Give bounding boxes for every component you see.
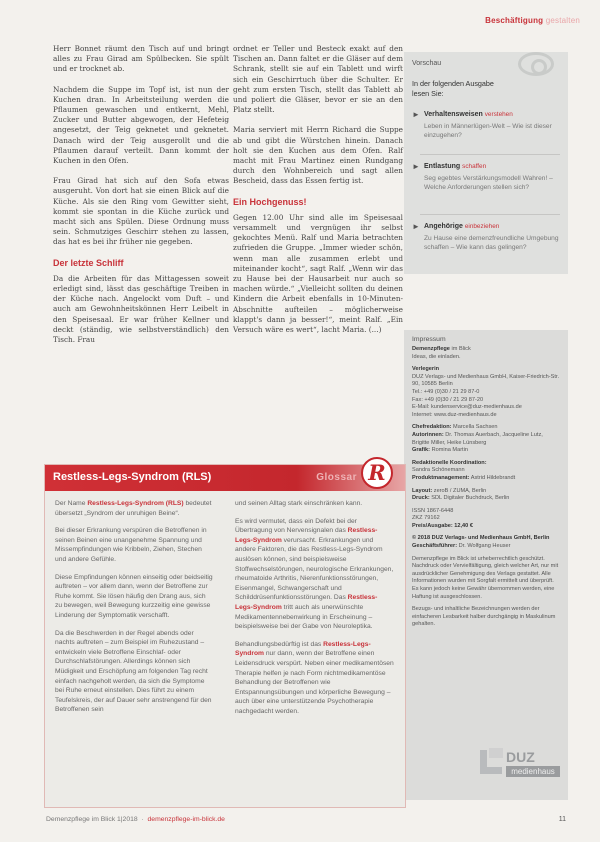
preview-item-desc: Seg egebtes Verstärkungsmodell Wahren! – Welche Anforderungen stellen sich? bbox=[424, 175, 553, 191]
article-paragraph: Gegen 12.00 Uhr sind alle im Speisesaal versammelt und vergnügen ihr selbst gekochtes Menü. Ralf und Maria betrachten zufrieden die Gruppe. „Immer wieder schön, wenn man alle zusammen erlebt und miteinander kocht“, sagt Ralf. „Wenn wir das zu Hause bei der Hausarbeit nur auch so machen würde.“ „Vielleicht sollten du deinen Kindern die Arbeit ebenfalls in 10-Minuten-Abschnitte aufteilen – möglicherweise klappt's dann ja besser!“, meint Ralf. „Ein Versuch wäre es wert“, lacht Maria. (...) bbox=[233, 212, 403, 335]
text-run: verursacht. Erkrankungen und andere Faktoren, die das Restless-Legs-Syndrom auslösen können, sind beispielsweise Stoffwechselstörungen, neurologische Erkrankungen, rheumatoide Arthritis, Nierenfunktionsstörungen, Eisenmangel, Schwangerschaft und Schilddrüsenfunktionsstörungen. Das bbox=[235, 536, 394, 602]
imprint-value: Dr. Thomas Auerbach, Jacqueline Lutz, Brigitte Miller, Heike Lünsberg bbox=[412, 431, 543, 446]
highlighted-term: Restless-Legs-Syndrom bbox=[235, 527, 378, 544]
imprint-value: Sandra Schönemann bbox=[412, 467, 465, 474]
article-paragraph: Maria serviert mit Herrn Richard die Suppe ab und gibt die Würstchen hinein. Danach holt sie den Kuchen aus dem Ofen. Ralf macht mit Frau Martinez einen Rundgang durch den Wohnbereich und sagt allen Bescheid, dass das Essen fertig ist. bbox=[233, 125, 403, 186]
section-tag-light: gestalten bbox=[545, 16, 580, 25]
glossary-paragraph: Bei dieser Erkrankung verspüren die Betroffenen in seinen Beinen eine unangenehme Spannung und Missempfindungen wie Kribbeln, Ziehen, Stechen und andere Gefühle. bbox=[55, 527, 207, 563]
imprint-coordination bbox=[412, 460, 560, 483]
imprint-journal-rest: im Blick bbox=[451, 346, 471, 352]
imprint-email: E-Mail: kundenservice@duz-medienhaus.de bbox=[412, 404, 522, 411]
preview-item bbox=[412, 110, 562, 140]
logo-mark-icon bbox=[480, 750, 502, 774]
arrow-bullet-icon: ► bbox=[412, 222, 420, 231]
glossary-header bbox=[45, 460, 405, 491]
imprint-copyright-text: © 2018 DUZ Verlags- und Medienhaus GmbH, Berlin bbox=[412, 535, 550, 542]
imprint-label: Druck: bbox=[412, 495, 430, 502]
glossary-paragraph bbox=[235, 640, 395, 717]
highlighted-term: Restless-Legs-Syndrom bbox=[235, 594, 378, 611]
imprint-value: zeroB / ZUMA, Berlin bbox=[433, 487, 487, 494]
footer-url[interactable]: demenzpflege-im-blick.de bbox=[147, 816, 225, 823]
glossary-paragraph: und seinen Alltag stark einschränken kann. bbox=[235, 500, 363, 507]
page-footer: Demenzpflege im Blick 1|2018 · demenzpflege-im-blick.de bbox=[46, 816, 225, 823]
imprint-value: Romina Martin bbox=[431, 447, 468, 454]
imprint-disclaimer: Bezugs- und inhaltliche Bezeichnungen werden der einfacheren Lesbarkeit halber durchgängig in Maskulinum gehalten. bbox=[412, 606, 556, 628]
preview-item-sub: verstehen bbox=[484, 111, 513, 118]
eye-icon bbox=[518, 52, 554, 76]
imprint-title: Impressum bbox=[412, 336, 446, 343]
glossary-title: Restless-Legs-Syndrom (RLS) bbox=[53, 471, 212, 483]
text-run: bedeutet übersetzt „Syndrom der unruhigen Beine“. bbox=[55, 500, 212, 517]
preview-box bbox=[404, 52, 568, 274]
divider bbox=[420, 154, 560, 155]
imprint-price: Preis/Ausgabe: 12,40 € bbox=[412, 522, 473, 529]
glossary-paragraph bbox=[235, 517, 395, 632]
preview-item-sub: einbeziehen bbox=[464, 223, 500, 230]
preview-item-desc: Zu Hause eine demenzfreundliche Umgebung schaffen – Wie kann das gelingen? bbox=[424, 235, 559, 251]
article-paragraph: Herr Bonnet räumt den Tisch auf und bringt alles zu Frau Girad am Spülbecken. Sie spült und er trocknet ab. bbox=[53, 44, 229, 74]
preview-item-head: Angehörige bbox=[424, 223, 463, 230]
text-run: Es wird vermutet, dass ein Defekt bei der Übertragung von Nervensignalen das bbox=[235, 517, 357, 535]
imprint-value: Dr. Wolfgang Heuser bbox=[458, 543, 511, 550]
glossary-box bbox=[44, 460, 406, 808]
article-column-1 bbox=[53, 44, 229, 355]
text-run: Behandlungsbedürftig ist das bbox=[235, 640, 324, 648]
divider bbox=[420, 214, 560, 215]
section-tag bbox=[485, 16, 580, 25]
text-run: tritt auch als unerwünschte Medikamentennebenwirkung in Erscheinung – beispielsweise bei der Gabe von Neuroleptika. bbox=[235, 603, 373, 631]
imprint-phone: Tel.: +49 (0)30 / 21 29 87-0 bbox=[412, 388, 480, 395]
imprint-team bbox=[412, 424, 560, 454]
page-number: 11 bbox=[558, 816, 566, 823]
preview-item-sub: schaffen bbox=[462, 163, 487, 170]
glossary-paragraph: Da die Beschwerden in der Regel abends oder nachts auftreten – zum Beispiel im Ruhezustand – entwickeln viele Betroffene Einschlaf- oder Durchschlafstörungen. Allerdings können sich Müdigkeit und Erschöpfung am folgenden Tag recht einfach nachgeholt werden, da sich die Symptome bei Ruhe erneut einstellen. Dies führt zu einem Teufelskreis, der auf Dauer sehr anstrengend für den Betroffenen sein bbox=[55, 629, 212, 714]
glossary-paragraph: Diese Empfindungen können einseitig oder beidseitig auftreten – vor allem dann, wenn der Betroffene zur Ruhe kommt. Sie lösen häufig den Drang aus, sich zu bewegen, weil Bewegung kurzzeitig eine gewisse Linderung der Symptomatik verschafft. bbox=[55, 573, 213, 619]
imprint-label: Verlegerin bbox=[412, 366, 440, 373]
highlighted-term: Restless-Legs-Syndrom bbox=[235, 640, 371, 658]
imprint-label: Grafik: bbox=[412, 447, 431, 454]
footer-journal: Demenzpflege im Blick 1|2018 bbox=[46, 816, 138, 823]
article-paragraph: Da die Arbeiten für das Mittagessen soweit erledigt sind, lässt das geschäftige Treiben in der Küche nach. Angelockt vom Duft – und auch am Gewohnheitskönnen Herr Leibelt in den Speisesaal. Er war früher Kellner und deckt (ständig, wie selbstverständlich) den Tisch. Frau bbox=[53, 273, 229, 345]
imprint-disclaimer: Demenzpflege im Blick ist urheberrechtlich geschützt. Nachdruck oder Vervielfältigung, gleich welcher Art, nur mit ausdrücklicher Genehmigung des Verlags gestattet. Alle Informationen wurden mit Sorgfalt ermittelt und überprüft. Es kann jedoch keine Gewähr übernommen werden, eine Haftung ist ausgeschlossen. bbox=[412, 555, 559, 600]
preview-item-head: Entlastung bbox=[424, 163, 461, 170]
logo-text-sub: medienhaus bbox=[506, 766, 560, 777]
preview-item-desc: Leben in Männerlügen-Welt – Wie ist dieser einzugehen? bbox=[424, 123, 552, 139]
article-column-2 bbox=[233, 44, 403, 345]
highlighted-term: Restless-Legs-Syndrom (RLS) bbox=[87, 500, 184, 507]
imprint-copyright bbox=[412, 535, 560, 550]
imprint-label: Produktmanagement: bbox=[412, 474, 470, 481]
article-paragraph: Frau Girad hat sich auf den Sofa etwas ausgeruht. Von dort hat sie einen Blick auf die Küche. Als sie den Ring vom Gewitter sieht, kommt sie spontan in die Küche zurück und macht sich ans Spülen. Diese Ordnung muss sein. Schmutziges Geschirr stehen zu lassen, das hat es bei ihr früher nie gegeben. bbox=[53, 176, 229, 247]
imprint-label: Chefredaktion: bbox=[412, 424, 452, 431]
glossary-paragraph bbox=[55, 499, 213, 518]
imprint-label: Layout: bbox=[412, 487, 433, 494]
imprint-website: Internet: www.duz-medienhaus.de bbox=[412, 411, 497, 418]
imprint-tagline: Ideas, die einladen. bbox=[412, 353, 461, 360]
glossary-label: Glossar bbox=[316, 472, 357, 483]
imprint-label: Redaktionelle Koordination: bbox=[412, 459, 487, 466]
text-run: nur dann, wenn der Betroffene einen Leidensdruck verspürt. Neben einer medikamentösen Therapie helfen je nach Form nichtmedikamentöse Behandlung der Betroffenen wie Entspannungsübungen und körperliche Bewegung – auch über eine unterstützende Psychotherapie nachgedacht werden. bbox=[235, 650, 394, 715]
glossary-letter-badge: R bbox=[361, 457, 393, 489]
imprint-publisher bbox=[412, 366, 560, 419]
preview-intro: In der folgenden Ausgabe lesen Sie: bbox=[412, 79, 494, 98]
imprint-value: Marcella Sachsen bbox=[453, 424, 498, 431]
logo-text-main: DUZ bbox=[506, 749, 535, 765]
imprint-box bbox=[404, 330, 568, 800]
imprint-journal-name: Demenzpflege bbox=[412, 346, 450, 352]
imprint-journal bbox=[412, 346, 560, 361]
imprint-label: Geschäftsführer: bbox=[412, 543, 458, 550]
glossary-column-1 bbox=[55, 499, 213, 723]
imprint-fax: Fax: +49 (0)30 / 21 29 87-20 bbox=[412, 396, 484, 403]
imprint-value: Astrid Hildebrandt bbox=[470, 474, 516, 481]
arrow-bullet-icon: ► bbox=[412, 110, 420, 119]
preview-item bbox=[412, 222, 562, 252]
preview-title: Vorschau bbox=[412, 60, 442, 67]
imprint-value: SDL Digitaler Buchdruck, Berlin bbox=[431, 495, 510, 502]
preview-item-head: Verhaltensweisen bbox=[424, 111, 483, 118]
imprint-zkz-value: ZKZ 79162 bbox=[412, 515, 440, 522]
text-run: Der Name bbox=[55, 500, 88, 507]
glossary-column-2 bbox=[235, 499, 395, 724]
article-subheading: Der letzte Schliff bbox=[53, 257, 124, 268]
arrow-bullet-icon: ► bbox=[412, 162, 420, 171]
preview-item bbox=[412, 162, 562, 192]
article-paragraph: Nachdem die Suppe im Topf ist, ist nun der Kuchen dran. In Arbeitsteilung werden die Pflaumen gewaschen und entkernt, Mehl, Zucker und Butter abgewogen, der Hefeteig angesetzt, der Teig geknetet und geknetet. Danach wird der Teig ausgerollt und die Pflaumen darauf verteilt. Dann kommt der Kuchen in den Ofen. bbox=[53, 84, 229, 166]
article-paragraph: ordnet er Teller und Besteck exakt auf den Tischen an. Dann faltet er die Gläser auf dem Schrank, stellt sie auf ein Tablett und wirft sich ein Geschirrtuch über die Schulter. Er geht zum ersten Tisch, stellt das Tablett ab und poliert die Gläser, bevor er sie an den Platz stellt. bbox=[233, 44, 403, 115]
imprint-issn bbox=[412, 508, 560, 531]
imprint-label: Autorinnen: bbox=[412, 431, 444, 438]
imprint-publisher-address: DUZ Verlags- und Medienhaus GmbH, Kaiser-Friedrich-Str. 90, 10585 Berlin bbox=[412, 373, 560, 388]
article-subheading: Ein Hochgenuss! bbox=[233, 196, 307, 207]
imprint-production bbox=[412, 488, 560, 503]
duz-medienhaus-logo bbox=[480, 750, 562, 786]
imprint-issn-value: ISSN 1867-6448 bbox=[412, 507, 454, 514]
section-tag-main: Beschäftigung bbox=[485, 16, 544, 25]
